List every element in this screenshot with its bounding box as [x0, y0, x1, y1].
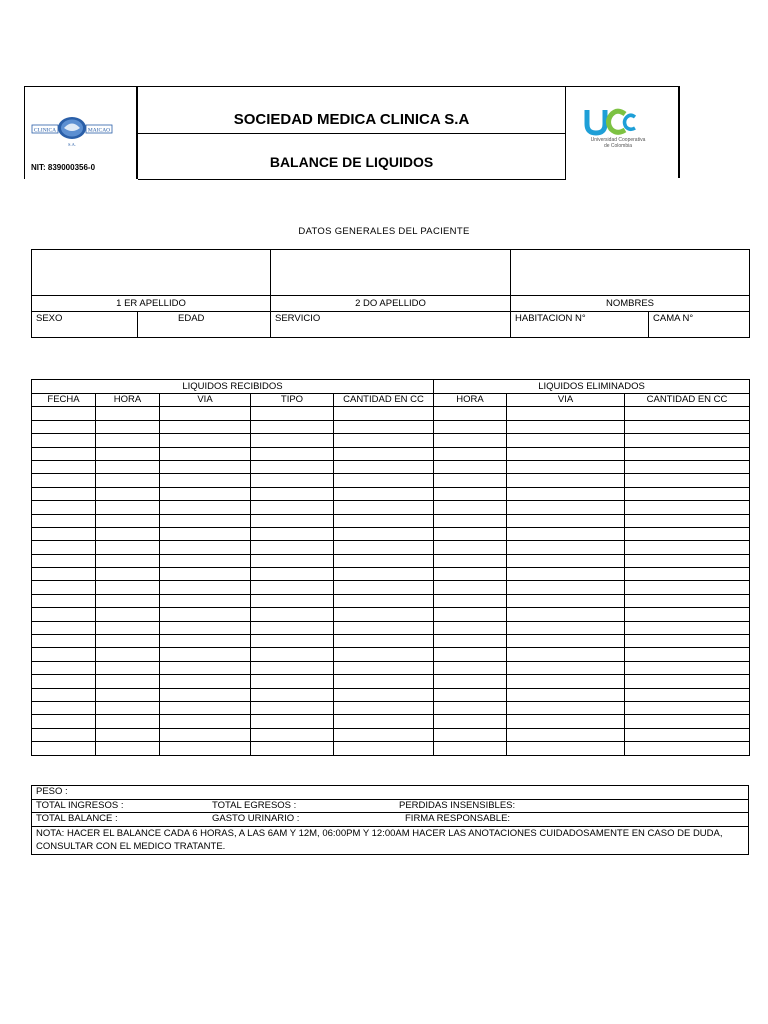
table-cell[interactable]	[251, 635, 334, 648]
table-row	[32, 742, 750, 755]
table-row	[32, 715, 750, 728]
table-cell[interactable]	[32, 514, 96, 527]
university-logo-line2: de Colombia	[603, 143, 633, 149]
table-cell[interactable]	[32, 581, 96, 594]
table-row	[32, 635, 750, 648]
sex-field[interactable]: SEXO	[32, 312, 138, 338]
table-cell[interactable]	[434, 594, 507, 607]
names-label: NOMBRES	[511, 296, 750, 312]
table-cell[interactable]	[251, 608, 334, 621]
table-cell[interactable]	[96, 648, 160, 661]
table-cell[interactable]	[251, 514, 334, 527]
total-outflow-field[interactable]: TOTAL EGRESOS :	[212, 799, 297, 811]
table-cell[interactable]	[160, 527, 251, 540]
table-cell[interactable]	[334, 460, 434, 473]
table-cell[interactable]	[625, 742, 750, 755]
table-cell[interactable]	[625, 675, 750, 688]
table-row	[32, 621, 750, 634]
table-cell[interactable]	[32, 701, 96, 714]
table-cell[interactable]	[625, 487, 750, 500]
second-surname-input[interactable]	[271, 250, 511, 296]
table-cell[interactable]	[96, 594, 160, 607]
table-cell[interactable]	[96, 474, 160, 487]
first-surname-input[interactable]	[32, 250, 271, 296]
table-cell[interactable]	[507, 501, 625, 514]
table-cell[interactable]	[160, 407, 251, 420]
table-cell[interactable]	[434, 742, 507, 755]
col-header-hora: HORA	[96, 394, 160, 407]
table-cell[interactable]	[96, 407, 160, 420]
table-cell[interactable]	[32, 715, 96, 728]
table-cell[interactable]	[334, 742, 434, 755]
table-cell[interactable]	[96, 460, 160, 473]
weight-field[interactable]: PESO :	[32, 786, 749, 800]
table-cell[interactable]	[160, 608, 251, 621]
table-cell[interactable]	[334, 701, 434, 714]
table-row	[32, 474, 750, 487]
table-cell[interactable]	[434, 407, 507, 420]
table-cell[interactable]	[625, 474, 750, 487]
table-cell[interactable]	[625, 554, 750, 567]
table-cell[interactable]	[32, 742, 96, 755]
table-cell[interactable]	[32, 608, 96, 621]
col-header-via-eliminados: VIA	[507, 394, 625, 407]
table-cell[interactable]	[251, 541, 334, 554]
table-cell[interactable]	[160, 581, 251, 594]
table-cell[interactable]	[32, 541, 96, 554]
table-row	[32, 527, 750, 540]
table-cell[interactable]	[96, 715, 160, 728]
table-cell[interactable]	[625, 434, 750, 447]
table-cell[interactable]	[507, 675, 625, 688]
table-cell[interactable]	[434, 460, 507, 473]
table-cell[interactable]	[160, 447, 251, 460]
table-cell[interactable]	[334, 514, 434, 527]
table-cell[interactable]	[507, 407, 625, 420]
table-cell[interactable]	[96, 581, 160, 594]
table-cell[interactable]	[507, 554, 625, 567]
table-cell[interactable]	[160, 487, 251, 500]
table-cell[interactable]	[625, 501, 750, 514]
table-cell[interactable]	[32, 447, 96, 460]
table-cell[interactable]	[160, 460, 251, 473]
table-row	[32, 701, 750, 714]
table-cell[interactable]	[160, 688, 251, 701]
table-cell[interactable]	[434, 715, 507, 728]
table-cell[interactable]	[251, 487, 334, 500]
table-row	[32, 675, 750, 688]
table-cell[interactable]	[625, 701, 750, 714]
table-cell[interactable]	[334, 728, 434, 741]
table-cell[interactable]	[507, 621, 625, 634]
table-cell[interactable]	[625, 621, 750, 634]
clinic-logo-right-text: MAICAO	[87, 127, 111, 134]
table-cell[interactable]	[434, 661, 507, 674]
table-cell[interactable]	[32, 661, 96, 674]
table-cell[interactable]	[96, 608, 160, 621]
table-cell[interactable]	[160, 648, 251, 661]
col-header-hora-eliminados: HORA	[434, 394, 507, 407]
eliminated-group-header: LIQUIDOS ELIMINADOS	[434, 380, 750, 394]
table-cell[interactable]	[160, 661, 251, 674]
table-cell[interactable]	[334, 487, 434, 500]
table-cell[interactable]	[625, 407, 750, 420]
table-cell[interactable]	[625, 688, 750, 701]
total-income-field[interactable]: TOTAL INGRESOS :	[36, 799, 124, 811]
table-cell[interactable]	[434, 501, 507, 514]
university-logo-line1: Universidad Cooperativa	[590, 137, 646, 143]
table-cell[interactable]	[507, 474, 625, 487]
table-cell[interactable]	[160, 474, 251, 487]
table-cell[interactable]	[334, 675, 434, 688]
table-cell[interactable]	[160, 568, 251, 581]
table-cell[interactable]	[160, 635, 251, 648]
age-field[interactable]: EDAD	[138, 312, 271, 338]
table-cell[interactable]	[625, 420, 750, 433]
company-title: SOCIEDAD MEDICA CLINICA S.A	[233, 111, 470, 128]
table-row	[32, 554, 750, 567]
table-cell[interactable]	[507, 434, 625, 447]
table-cell[interactable]	[334, 621, 434, 634]
table-cell[interactable]	[160, 541, 251, 554]
table-cell[interactable]	[96, 434, 160, 447]
names-input[interactable]	[511, 250, 750, 296]
table-cell[interactable]	[434, 420, 507, 433]
table-cell[interactable]	[251, 434, 334, 447]
table-cell[interactable]	[160, 514, 251, 527]
table-cell[interactable]	[96, 568, 160, 581]
table-cell[interactable]	[32, 635, 96, 648]
clinic-logo-sub-text: S.A.	[67, 142, 77, 147]
col-header-fecha: FECHA	[32, 394, 96, 407]
table-cell[interactable]	[625, 648, 750, 661]
table-cell[interactable]	[434, 648, 507, 661]
table-cell[interactable]	[507, 728, 625, 741]
table-row	[32, 581, 750, 594]
table-cell[interactable]	[96, 514, 160, 527]
table-cell[interactable]	[625, 661, 750, 674]
table-cell[interactable]	[32, 568, 96, 581]
responsible-signature-field[interactable]: FIRMA RESPONSABLE:	[405, 813, 511, 825]
table-cell[interactable]	[251, 447, 334, 460]
table-cell[interactable]	[32, 594, 96, 607]
table-row	[32, 434, 750, 447]
table-cell[interactable]	[32, 474, 96, 487]
bed-field[interactable]: CAMA N°	[649, 312, 750, 338]
table-cell[interactable]	[434, 447, 507, 460]
table-cell[interactable]	[625, 447, 750, 460]
table-cell[interactable]	[96, 447, 160, 460]
table-cell[interactable]	[251, 407, 334, 420]
table-cell[interactable]	[251, 621, 334, 634]
table-cell[interactable]	[32, 487, 96, 500]
table-cell[interactable]	[434, 728, 507, 741]
table-cell[interactable]	[334, 661, 434, 674]
table-cell[interactable]	[507, 581, 625, 594]
table-cell[interactable]	[160, 594, 251, 607]
table-row	[32, 447, 750, 460]
table-cell[interactable]	[507, 608, 625, 621]
header-title-divider	[138, 133, 565, 134]
table-cell[interactable]	[160, 715, 251, 728]
table-cell[interactable]	[434, 434, 507, 447]
table-cell[interactable]	[334, 527, 434, 540]
table-cell[interactable]	[251, 742, 334, 755]
table-cell[interactable]	[334, 541, 434, 554]
table-cell[interactable]	[507, 568, 625, 581]
table-cell[interactable]	[434, 688, 507, 701]
total-balance-field[interactable]: TOTAL BALANCE :	[36, 813, 118, 825]
table-cell[interactable]	[434, 621, 507, 634]
table-cell[interactable]	[334, 501, 434, 514]
table-cell[interactable]	[160, 621, 251, 634]
table-cell[interactable]	[96, 675, 160, 688]
received-group-header: LIQUIDOS RECIBIDOS	[32, 380, 434, 394]
table-cell[interactable]	[625, 460, 750, 473]
balance-row	[32, 813, 749, 827]
table-cell[interactable]	[507, 715, 625, 728]
table-row	[32, 608, 750, 621]
table-row	[32, 407, 750, 420]
table-cell[interactable]	[434, 527, 507, 540]
form-title: BALANCE DE LIQUIDOS	[269, 154, 434, 170]
table-cell[interactable]	[625, 608, 750, 621]
table-cell[interactable]	[32, 728, 96, 741]
table-cell[interactable]	[334, 594, 434, 607]
table-cell[interactable]	[251, 715, 334, 728]
table-cell[interactable]	[507, 447, 625, 460]
table-row	[32, 514, 750, 527]
summary-table	[31, 785, 749, 855]
table-row	[32, 541, 750, 554]
table-cell[interactable]	[160, 675, 251, 688]
table-cell[interactable]	[507, 527, 625, 540]
table-row	[32, 460, 750, 473]
table-row	[32, 728, 750, 741]
table-cell[interactable]	[507, 635, 625, 648]
table-cell[interactable]	[625, 594, 750, 607]
table-row	[32, 420, 750, 433]
table-cell[interactable]	[625, 581, 750, 594]
table-cell[interactable]	[96, 688, 160, 701]
table-cell[interactable]	[96, 621, 160, 634]
table-cell[interactable]	[434, 635, 507, 648]
table-cell[interactable]	[334, 447, 434, 460]
instruction-note: NOTA: HACER EL BALANCE CADA 6 HORAS, A LAS 6AM Y 12M, 06:00PM Y 12:00AM HACER LAS ANOTACIONES CUIDADOSAMENTE EN CASO DE DUDA, CONSULTAR CON EL MEDICO TRATANTE.	[32, 826, 749, 854]
first-surname-label: 1 ER APELLIDO	[32, 296, 271, 312]
university-logo	[577, 106, 659, 150]
table-row	[32, 594, 750, 607]
totals-row	[32, 799, 749, 813]
table-cell[interactable]	[625, 527, 750, 540]
table-cell[interactable]	[251, 728, 334, 741]
table-cell[interactable]	[334, 635, 434, 648]
table-cell[interactable]	[160, 434, 251, 447]
clinic-logo	[30, 114, 114, 150]
table-cell[interactable]	[434, 474, 507, 487]
table-cell[interactable]	[96, 554, 160, 567]
fluids-table	[31, 379, 750, 756]
table-cell[interactable]	[434, 701, 507, 714]
table-cell[interactable]	[507, 594, 625, 607]
table-cell[interactable]	[251, 554, 334, 567]
table-cell[interactable]	[32, 675, 96, 688]
table-cell[interactable]	[96, 420, 160, 433]
table-cell[interactable]	[251, 460, 334, 473]
insensible-losses-field[interactable]: PERDIDAS INSENSIBLES:	[399, 799, 516, 811]
table-cell[interactable]	[96, 701, 160, 714]
table-cell[interactable]	[32, 460, 96, 473]
table-row	[32, 501, 750, 514]
table-cell[interactable]	[160, 420, 251, 433]
table-cell[interactable]	[507, 648, 625, 661]
table-cell[interactable]	[251, 420, 334, 433]
table-cell[interactable]	[434, 675, 507, 688]
patient-data-table	[31, 249, 750, 338]
table-cell[interactable]	[507, 420, 625, 433]
table-cell[interactable]	[434, 514, 507, 527]
table-cell[interactable]	[96, 527, 160, 540]
table-cell[interactable]	[334, 608, 434, 621]
table-cell[interactable]	[32, 621, 96, 634]
table-cell[interactable]	[96, 501, 160, 514]
table-cell[interactable]	[334, 474, 434, 487]
table-row	[32, 487, 750, 500]
table-cell[interactable]	[96, 487, 160, 500]
table-cell[interactable]	[334, 434, 434, 447]
urinary-output-field[interactable]: GASTO URINARIO :	[212, 813, 300, 825]
table-cell[interactable]	[434, 487, 507, 500]
table-cell[interactable]	[434, 541, 507, 554]
table-cell[interactable]	[625, 635, 750, 648]
table-cell[interactable]	[625, 728, 750, 741]
table-cell[interactable]	[251, 501, 334, 514]
table-cell[interactable]	[507, 688, 625, 701]
table-cell[interactable]	[334, 715, 434, 728]
table-cell[interactable]	[32, 648, 96, 661]
table-cell[interactable]	[434, 581, 507, 594]
table-cell[interactable]	[507, 701, 625, 714]
table-row	[32, 661, 750, 674]
table-cell[interactable]	[434, 568, 507, 581]
table-cell[interactable]	[625, 541, 750, 554]
table-row	[32, 688, 750, 701]
table-cell[interactable]	[32, 407, 96, 420]
table-cell[interactable]	[334, 420, 434, 433]
col-header-cantidad: CANTIDAD EN CC	[334, 394, 434, 407]
table-cell[interactable]	[96, 742, 160, 755]
table-cell[interactable]	[507, 742, 625, 755]
col-header-via: VIA	[160, 394, 251, 407]
table-cell[interactable]	[507, 460, 625, 473]
table-cell[interactable]	[32, 501, 96, 514]
table-cell[interactable]	[96, 541, 160, 554]
table-cell[interactable]	[32, 554, 96, 567]
table-cell[interactable]	[507, 541, 625, 554]
table-cell[interactable]	[32, 688, 96, 701]
table-cell[interactable]	[334, 688, 434, 701]
table-cell[interactable]	[251, 527, 334, 540]
clinic-logo-left-text: CLINICA	[33, 127, 57, 134]
table-cell[interactable]	[434, 608, 507, 621]
table-cell[interactable]	[625, 514, 750, 527]
table-cell[interactable]	[507, 487, 625, 500]
table-cell[interactable]	[334, 554, 434, 567]
table-cell[interactable]	[434, 554, 507, 567]
table-cell[interactable]	[251, 581, 334, 594]
table-cell[interactable]	[507, 661, 625, 674]
table-cell[interactable]	[32, 420, 96, 433]
table-cell[interactable]	[251, 648, 334, 661]
table-cell[interactable]	[251, 675, 334, 688]
table-cell[interactable]	[507, 514, 625, 527]
table-cell[interactable]	[160, 701, 251, 714]
table-cell[interactable]	[160, 554, 251, 567]
room-field[interactable]: HABITACION N°	[511, 312, 649, 338]
second-surname-label: 2 DO APELLIDO	[271, 296, 511, 312]
table-cell[interactable]	[32, 434, 96, 447]
table-cell[interactable]	[96, 661, 160, 674]
table-cell[interactable]	[160, 501, 251, 514]
table-cell[interactable]	[251, 661, 334, 674]
table-cell[interactable]	[625, 715, 750, 728]
header-right-border	[678, 86, 680, 178]
patient-section-title: DATOS GENERALES DEL PACIENTE	[298, 226, 470, 237]
table-cell[interactable]	[251, 474, 334, 487]
table-cell[interactable]	[251, 688, 334, 701]
table-cell[interactable]	[334, 568, 434, 581]
col-header-cantidad-eliminados: CANTIDAD EN CC	[625, 394, 750, 407]
table-cell[interactable]	[96, 728, 160, 741]
service-field[interactable]: SERVICIO	[271, 312, 511, 338]
table-cell[interactable]	[251, 594, 334, 607]
table-row	[32, 648, 750, 661]
table-row	[32, 568, 750, 581]
table-cell[interactable]	[625, 568, 750, 581]
table-cell[interactable]	[160, 742, 251, 755]
table-cell[interactable]	[334, 648, 434, 661]
table-cell[interactable]	[251, 568, 334, 581]
table-cell[interactable]	[160, 728, 251, 741]
col-header-tipo: TIPO	[251, 394, 334, 407]
table-cell[interactable]	[96, 635, 160, 648]
table-cell[interactable]	[32, 527, 96, 540]
nit-label: NIT: 839000356-0	[31, 163, 96, 172]
table-cell[interactable]	[334, 581, 434, 594]
table-cell[interactable]	[334, 407, 434, 420]
table-cell[interactable]	[251, 701, 334, 714]
